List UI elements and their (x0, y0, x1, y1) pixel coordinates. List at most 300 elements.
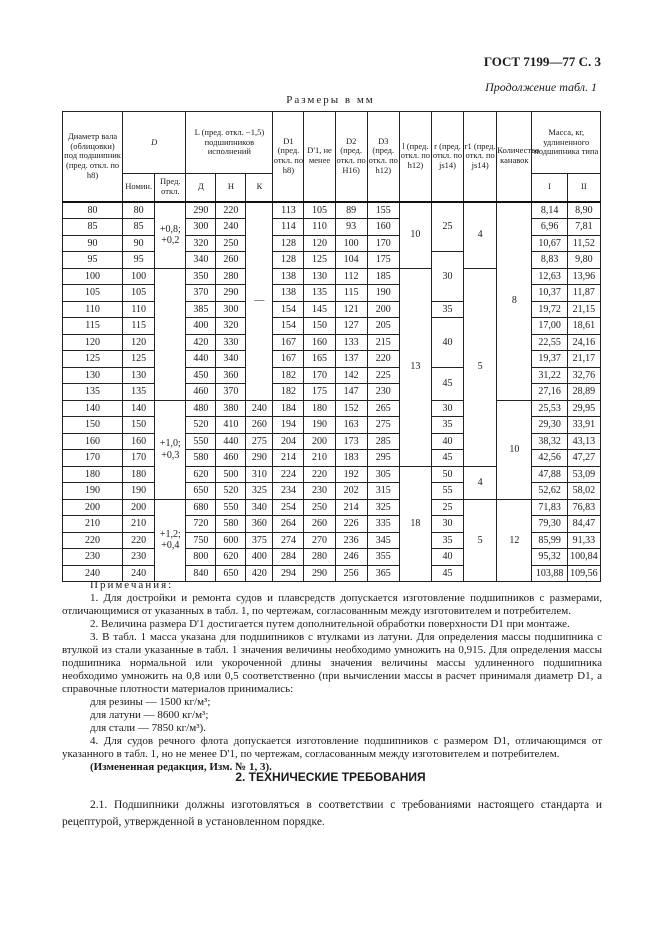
cell-mass-II: 11,87 (567, 285, 600, 302)
cell-D3: 155 (367, 202, 399, 219)
cell-D1: 154 (273, 301, 304, 318)
cell-r: 50 (431, 466, 463, 483)
cell-D-deviation (155, 268, 186, 400)
cell-D1: 167 (273, 334, 304, 351)
cell-D-nominal: 100 (123, 268, 155, 285)
cell-shaft-diameter: 240 (63, 565, 123, 582)
cell-mass-II: 18,61 (567, 318, 600, 335)
cell-groove-count: 8 (497, 202, 532, 401)
section-paragraph (62, 797, 602, 831)
cell-D-nominal: 95 (123, 252, 155, 269)
cell-L-N: 440 (216, 433, 246, 450)
cell-L-K: 260 (246, 417, 273, 434)
cell-D-nominal: 125 (123, 351, 155, 368)
cell-D3: 325 (367, 499, 399, 516)
cell-shaft-diameter: 120 (63, 334, 123, 351)
cell-D-nominal: 200 (123, 499, 155, 516)
cell-D-nominal: 240 (123, 565, 155, 582)
cell-D3: 265 (367, 400, 399, 417)
header-L: L (пред. откл. −1,5) подшипников исполнений (186, 112, 273, 174)
cell-L-K: 375 (246, 532, 273, 549)
cell-L-N: 330 (216, 334, 246, 351)
cell-D1: 254 (273, 499, 304, 516)
cell-D-nominal: 110 (123, 301, 155, 318)
cell-L-N: 220 (216, 202, 246, 219)
cell-L-N: 320 (216, 318, 246, 335)
cell-D2: 256 (335, 565, 367, 582)
cell-D1: 234 (273, 483, 304, 500)
cell-L-D: 680 (186, 499, 216, 516)
cell-D1-prime: 150 (304, 318, 335, 335)
cell-D2: 202 (335, 483, 367, 500)
standard-number: ГОСТ 7199—77 С. 3 (483, 54, 601, 69)
cell-L-K: 340 (246, 499, 273, 516)
cell-L-D: 720 (186, 516, 216, 533)
cell-D1: 167 (273, 351, 304, 368)
cell-D-nominal: 230 (123, 549, 155, 566)
cell-r: 40 (431, 433, 463, 450)
cell-D2: 173 (335, 433, 367, 450)
cell-D3: 345 (367, 532, 399, 549)
cell-D1: 274 (273, 532, 304, 549)
cell-D1-prime: 200 (304, 433, 335, 450)
cell-L-N: 250 (216, 235, 246, 252)
cell-r: 45 (431, 450, 463, 467)
cell-r: 40 (431, 318, 463, 368)
cell-shaft-diameter: 180 (63, 466, 123, 483)
cell-D-nominal: 115 (123, 318, 155, 335)
header-L-N: Н (216, 174, 246, 202)
cell-L-D: 480 (186, 400, 216, 417)
notes-block (62, 579, 602, 774)
units-caption: Размеры в мм (286, 94, 375, 106)
cell-L-D: 290 (186, 202, 216, 219)
cell-mass-II: 24,16 (567, 334, 600, 351)
cell-shaft-diameter: 150 (63, 417, 123, 434)
cell-L-K: 360 (246, 516, 273, 533)
cell-L-D: 550 (186, 433, 216, 450)
header-mass: Масса, кг, удлиненного подшипника типа (532, 112, 601, 174)
cell-D2: 214 (335, 499, 367, 516)
cell-shaft-diameter: 210 (63, 516, 123, 533)
cell-mass-I: 10,67 (532, 235, 567, 252)
cell-D3: 295 (367, 450, 399, 467)
cell-L-D: 840 (186, 565, 216, 582)
cell-D3: 305 (367, 466, 399, 483)
cell-D1-prime: 105 (304, 202, 335, 219)
cell-L-N: 360 (216, 367, 246, 384)
cell-D-nominal: 170 (123, 450, 155, 467)
cell-D1-prime: 270 (304, 532, 335, 549)
cell-mass-I: 12,63 (532, 268, 567, 285)
cell-mass-I: 19,37 (532, 351, 567, 368)
cell-shaft-diameter: 140 (63, 400, 123, 417)
cell-mass-I: 25,53 (532, 400, 567, 417)
header-D-deviation: Пред. откл. (155, 174, 186, 202)
cell-mass-I: 85,99 (532, 532, 567, 549)
density-brass: для латуни — 8600 кг/м³; (90, 709, 209, 721)
note-2: 2. Величина размера D'1 достигается путем дополнительной обработки поверхности D1 при монтаже. (90, 618, 570, 630)
cell-shaft-diameter: 115 (63, 318, 123, 335)
cell-D3: 200 (367, 301, 399, 318)
cell-D1: 284 (273, 549, 304, 566)
cell-D2: 192 (335, 466, 367, 483)
cell-D-nominal: 220 (123, 532, 155, 549)
cell-D2: 127 (335, 318, 367, 335)
cell-D2: 226 (335, 516, 367, 533)
cell-D1: 128 (273, 235, 304, 252)
cell-D3: 190 (367, 285, 399, 302)
cell-shaft-diameter: 130 (63, 367, 123, 384)
cell-mass-I: 19,72 (532, 301, 567, 318)
cell-mass-II: 109,56 (567, 565, 600, 582)
cell-L-N: 380 (216, 400, 246, 417)
cell-mass-II: 100,84 (567, 549, 600, 566)
cell-r: 35 (431, 417, 463, 434)
cell-mass-I: 38,32 (532, 433, 567, 450)
cell-L-K: 290 (246, 450, 273, 467)
cell-D-nominal: 210 (123, 516, 155, 533)
cell-D2: 112 (335, 268, 367, 285)
cell-mass-II: 84,47 (567, 516, 600, 533)
cell-shaft-diameter: 105 (63, 285, 123, 302)
cell-shaft-diameter: 85 (63, 219, 123, 236)
cell-D1-prime: 180 (304, 400, 335, 417)
cell-mass-I: 17,00 (532, 318, 567, 335)
cell-l: 18 (399, 466, 431, 582)
cell-D2: 121 (335, 301, 367, 318)
cell-D1: 182 (273, 367, 304, 384)
cell-L-D: 580 (186, 450, 216, 467)
note-3: 3. В табл. 1 масса указана для подшипников с втулками из латуни. Для определения массы подшипника с втулкой из стали указанные в табл. 1 значения величины необходимо умножить на 0,915. Для определения массы подшипника нормальной или укороченной длины значения величины массы удлиненного подшипника необходимо умножить на 0,8 или 0,5 соответственно (при вычислении массы в расчет принималя диаметр D1, а справочные плотности материалов принимались: (62, 631, 602, 695)
cell-mass-I: 71,83 (532, 499, 567, 516)
cell-L-D: 520 (186, 417, 216, 434)
cell-D3: 185 (367, 268, 399, 285)
cell-r1: 4 (464, 466, 497, 499)
cell-mass-I: 79,30 (532, 516, 567, 533)
cell-L-D: 320 (186, 235, 216, 252)
cell-r: 35 (431, 532, 463, 549)
cell-D-nominal: 80 (123, 202, 155, 219)
cell-mass-I: 22,55 (532, 334, 567, 351)
cell-L-D: 340 (186, 252, 216, 269)
cell-mass-II: 43,13 (567, 433, 600, 450)
cell-shaft-diameter: 125 (63, 351, 123, 368)
note-4: 4. Для судов речного флота допускается изготовление подшипников с размером D1, отличающимся от указанного в табл. 1, но не менее D'1, по чертежам, согласованным между изготовителем и потребителем. (62, 735, 602, 760)
table-row (63, 400, 601, 417)
cell-D1: 114 (273, 219, 304, 236)
cell-shaft-diameter: 220 (63, 532, 123, 549)
header-D1: D1 (пред. откл. по h8) (273, 112, 304, 202)
cell-D1-prime: 110 (304, 219, 335, 236)
cell-D3: 285 (367, 433, 399, 450)
cell-D1: 128 (273, 252, 304, 269)
cell-L-D: 370 (186, 285, 216, 302)
cell-D1-prime: 165 (304, 351, 335, 368)
cell-mass-II: 58,02 (567, 483, 600, 500)
cell-D-nominal: 140 (123, 400, 155, 417)
cell-D2: 93 (335, 219, 367, 236)
notes-title: Примечания: (90, 579, 174, 591)
cell-r: 45 (431, 565, 463, 582)
cell-mass-II: 9,80 (567, 252, 600, 269)
cell-L-N: 240 (216, 219, 246, 236)
cell-D-deviation: +1,0; +0,3 (155, 400, 186, 499)
cell-D1-prime: 280 (304, 549, 335, 566)
cell-L-N: 290 (216, 285, 246, 302)
header-r: r (пред. откл. по js14) (431, 112, 463, 202)
cell-L-D: 300 (186, 219, 216, 236)
header-mass-II: II (567, 174, 600, 202)
cell-L-D: 420 (186, 334, 216, 351)
cell-D3: 225 (367, 367, 399, 384)
cell-D1: 138 (273, 268, 304, 285)
header-l: l (пред. откл. по h12) (399, 112, 431, 202)
cell-mass-I: 6,96 (532, 219, 567, 236)
cell-L-N: 520 (216, 483, 246, 500)
cell-L-K: 420 (246, 565, 273, 582)
cell-D1-prime: 130 (304, 268, 335, 285)
cell-L-D: 650 (186, 483, 216, 500)
cell-D1: 294 (273, 565, 304, 582)
cell-D2: 137 (335, 351, 367, 368)
cell-D2: 133 (335, 334, 367, 351)
header-groove-count: Количество канавок (497, 112, 532, 202)
cell-D2: 183 (335, 450, 367, 467)
cell-mass-II: 76,83 (567, 499, 600, 516)
cell-shaft-diameter: 100 (63, 268, 123, 285)
cell-D-nominal: 150 (123, 417, 155, 434)
cell-D1-prime: 220 (304, 466, 335, 483)
cell-D2: 142 (335, 367, 367, 384)
cell-shaft-diameter: 160 (63, 433, 123, 450)
cell-D1: 214 (273, 450, 304, 467)
cell-L-N: 260 (216, 252, 246, 269)
cell-D3: 355 (367, 549, 399, 566)
cell-D1: 194 (273, 417, 304, 434)
cell-mass-II: 29,95 (567, 400, 600, 417)
cell-D1-prime: 260 (304, 516, 335, 533)
cell-L-N: 280 (216, 268, 246, 285)
table-continuation-label: Продолжение табл. 1 (485, 80, 597, 94)
cell-groove-count: 10 (497, 400, 532, 499)
cell-D-nominal: 180 (123, 466, 155, 483)
cell-mass-II: 8,90 (567, 202, 600, 219)
cell-r1: 5 (464, 268, 497, 466)
cell-D1-prime: 145 (304, 301, 335, 318)
cell-L-N: 550 (216, 499, 246, 516)
header-D-nominal: Номин. (123, 174, 155, 202)
cell-mass-I: 31,22 (532, 367, 567, 384)
cell-L-N: 340 (216, 351, 246, 368)
cell-L-K: 310 (246, 466, 273, 483)
dimensions-table (62, 111, 601, 582)
cell-r: 30 (431, 400, 463, 417)
cell-D2: 89 (335, 202, 367, 219)
table-body (63, 202, 601, 582)
cell-D1-prime: 160 (304, 334, 335, 351)
cell-mass-II: 33,91 (567, 417, 600, 434)
cell-shaft-diameter: 135 (63, 384, 123, 401)
cell-L-D: 750 (186, 532, 216, 549)
header-r1: r1 (пред. откл. по js14) (464, 112, 497, 202)
cell-D1-prime: 135 (304, 285, 335, 302)
cell-D1-prime: 250 (304, 499, 335, 516)
cell-D1: 264 (273, 516, 304, 533)
cell-D-nominal: 130 (123, 367, 155, 384)
cell-L-D: 800 (186, 549, 216, 566)
cell-L-N: 600 (216, 532, 246, 549)
cell-D3: 315 (367, 483, 399, 500)
cell-L-D: 385 (186, 301, 216, 318)
cell-mass-I: 103,88 (532, 565, 567, 582)
cell-D1: 204 (273, 433, 304, 450)
cell-D3: 275 (367, 417, 399, 434)
cell-L-D: 620 (186, 466, 216, 483)
cell-D1-prime: 120 (304, 235, 335, 252)
cell-mass-I: 95,32 (532, 549, 567, 566)
cell-mass-I: 10,37 (532, 285, 567, 302)
section-title: 2. ТЕХНИЧЕСКИЕ ТРЕБОВАНИЯ (235, 770, 426, 784)
cell-D3: 230 (367, 384, 399, 401)
revision-note: (Измененная редакция, Изм. № 1, 3). (90, 761, 272, 773)
cell-L-K: — (246, 202, 273, 401)
cell-D-nominal: 120 (123, 334, 155, 351)
cell-L-D: 450 (186, 367, 216, 384)
cell-D3: 170 (367, 235, 399, 252)
cell-D3: 175 (367, 252, 399, 269)
cell-r: 35 (431, 301, 463, 318)
cell-mass-II: 47,27 (567, 450, 600, 467)
cell-D1: 113 (273, 202, 304, 219)
cell-mass-II: 13,96 (567, 268, 600, 285)
cell-D-nominal: 135 (123, 384, 155, 401)
header-L-K: К (246, 174, 273, 202)
cell-D1-prime: 125 (304, 252, 335, 269)
cell-mass-II: 7,81 (567, 219, 600, 236)
cell-L-D: 440 (186, 351, 216, 368)
cell-D-deviation: +1,2; +0,4 (155, 499, 186, 582)
header-D3: D3 (пред. откл. по h12) (367, 112, 399, 202)
cell-mass-II: 21,17 (567, 351, 600, 368)
cell-D2: 115 (335, 285, 367, 302)
cell-D2: 163 (335, 417, 367, 434)
density-rubber: для резины — 1500 кг/м³; (90, 696, 211, 708)
cell-r1: 5 (464, 499, 497, 582)
cell-mass-I: 47,88 (532, 466, 567, 483)
cell-D1-prime: 290 (304, 565, 335, 582)
cell-l: 10 (399, 202, 431, 269)
cell-D1-prime: 170 (304, 367, 335, 384)
cell-D3: 215 (367, 334, 399, 351)
cell-L-K: 240 (246, 400, 273, 417)
cell-L-D: 460 (186, 384, 216, 401)
cell-r: 55 (431, 483, 463, 500)
cell-r: 45 (431, 367, 463, 400)
cell-mass-I: 27,16 (532, 384, 567, 401)
header-L-D: Д (186, 174, 216, 202)
cell-mass-II: 53,09 (567, 466, 600, 483)
cell-D3: 220 (367, 351, 399, 368)
cell-L-N: 620 (216, 549, 246, 566)
cell-D1: 184 (273, 400, 304, 417)
cell-r: 40 (431, 549, 463, 566)
cell-L-N: 410 (216, 417, 246, 434)
table-row (63, 202, 601, 219)
cell-D1-prime: 190 (304, 417, 335, 434)
cell-L-K: 275 (246, 433, 273, 450)
table-row (63, 499, 601, 516)
cell-groove-count: 12 (497, 499, 532, 582)
header-mass-I: I (532, 174, 567, 202)
cell-shaft-diameter: 200 (63, 499, 123, 516)
cell-D2: 152 (335, 400, 367, 417)
cell-shaft-diameter: 110 (63, 301, 123, 318)
cell-mass-II: 21,15 (567, 301, 600, 318)
cell-D1: 154 (273, 318, 304, 335)
cell-l: 13 (399, 268, 431, 466)
cell-D2: 246 (335, 549, 367, 566)
cell-L-D: 350 (186, 268, 216, 285)
cell-mass-II: 91,33 (567, 532, 600, 549)
cell-D1-prime: 230 (304, 483, 335, 500)
cell-mass-I: 8,83 (532, 252, 567, 269)
cell-L-N: 580 (216, 516, 246, 533)
cell-D2: 100 (335, 235, 367, 252)
cell-D-nominal: 105 (123, 285, 155, 302)
cell-D-nominal: 190 (123, 483, 155, 500)
note-1: 1. Для достройки и ремонта судов и плавсредств допускается изготовление подшипников с размерами, отличающимися от указанных в табл. 1, по чертежам, согласованным между изготовителем и потребителем. (62, 592, 602, 617)
cell-D3: 205 (367, 318, 399, 335)
header-D2: D2 (пред. откл. по H16) (335, 112, 367, 202)
cell-D-deviation: +0,8; +0,2 (155, 202, 186, 269)
density-steel: для стали — 7850 кг/м³). (90, 722, 206, 734)
cell-D-nominal: 160 (123, 433, 155, 450)
cell-D2: 147 (335, 384, 367, 401)
header-D: D (123, 112, 186, 174)
cell-shaft-diameter: 95 (63, 252, 123, 269)
cell-shaft-diameter: 90 (63, 235, 123, 252)
cell-D-nominal: 90 (123, 235, 155, 252)
cell-shaft-diameter: 80 (63, 202, 123, 219)
cell-mass-I: 42,56 (532, 450, 567, 467)
cell-L-N: 650 (216, 565, 246, 582)
cell-D2: 104 (335, 252, 367, 269)
cell-mass-I: 52,62 (532, 483, 567, 500)
cell-r: 30 (431, 252, 463, 302)
cell-L-N: 500 (216, 466, 246, 483)
cell-mass-II: 11,52 (567, 235, 600, 252)
cell-r1: 4 (464, 202, 497, 269)
cell-r: 25 (431, 202, 463, 252)
cell-D3: 160 (367, 219, 399, 236)
cell-L-N: 300 (216, 301, 246, 318)
cell-r: 25 (431, 499, 463, 516)
paragraph-2-1: 2.1. Подшипники должны изготовляться в соответствии с требованиями настоящего стандарта и рецептурой, утвержденной в установленном порядке. (62, 799, 602, 828)
cell-D1-prime: 210 (304, 450, 335, 467)
cell-D1: 138 (273, 285, 304, 302)
cell-L-K: 400 (246, 549, 273, 566)
header-shaft-diameter: Диаметр вала (облицовки) под подшипник (пред. откл. по h8) (63, 112, 123, 202)
cell-mass-II: 28,89 (567, 384, 600, 401)
cell-L-D: 400 (186, 318, 216, 335)
cell-mass-I: 8,14 (532, 202, 567, 219)
cell-D2: 236 (335, 532, 367, 549)
cell-mass-I: 29,30 (532, 417, 567, 434)
cell-D-nominal: 85 (123, 219, 155, 236)
cell-r: 30 (431, 516, 463, 533)
cell-shaft-diameter: 190 (63, 483, 123, 500)
